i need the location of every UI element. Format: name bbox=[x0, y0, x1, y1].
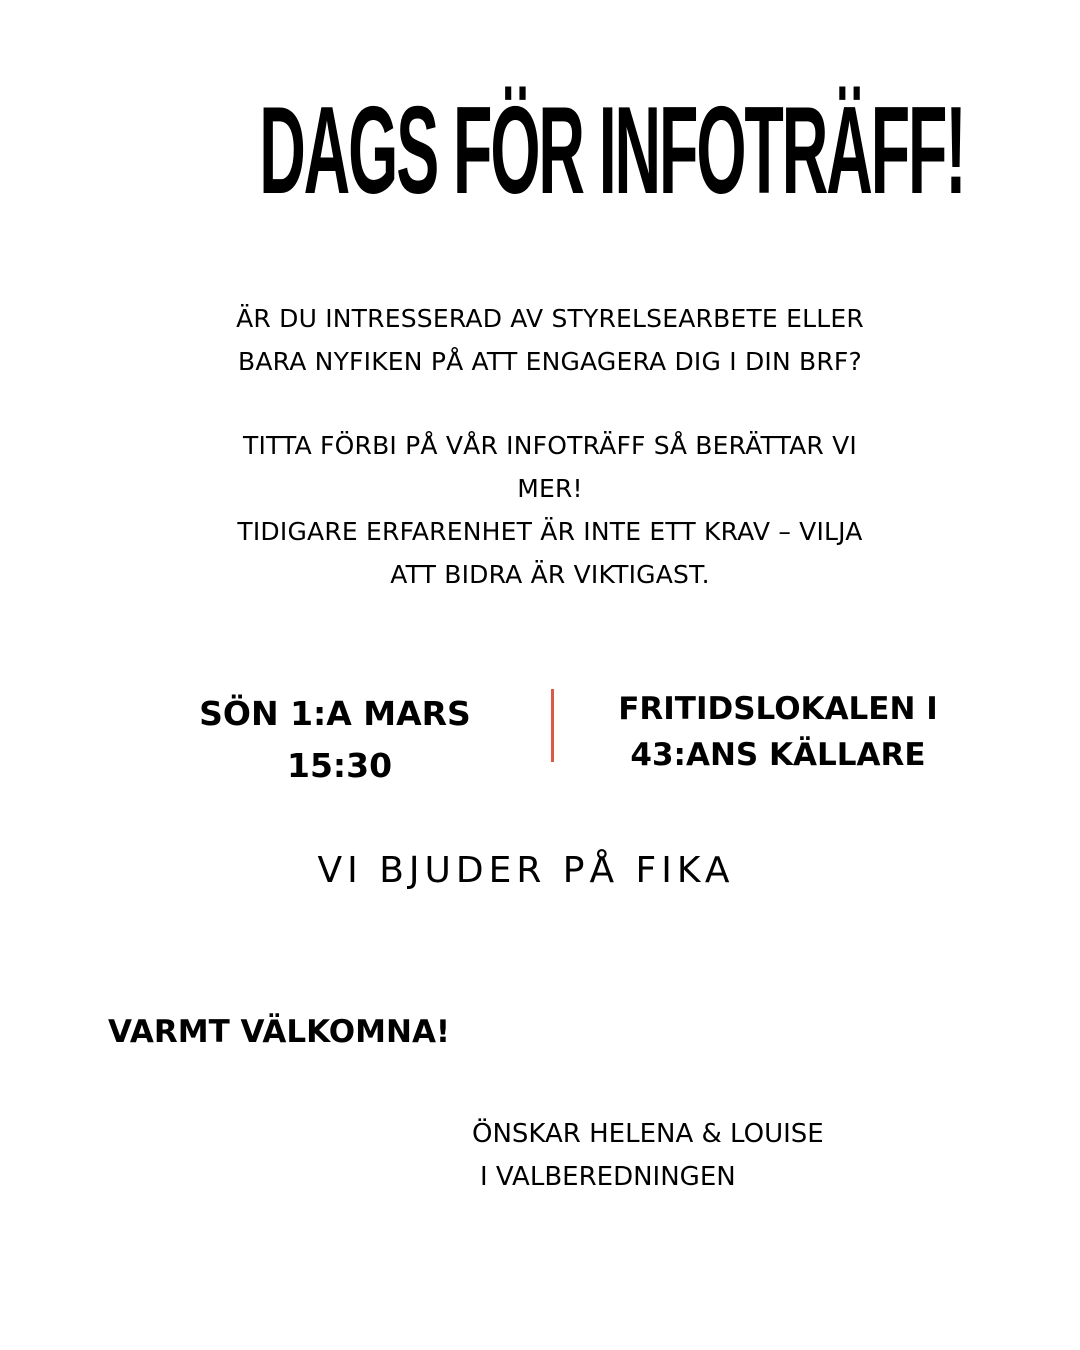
welcome-text: VARMT VÄLKOMNA! bbox=[108, 1014, 451, 1050]
intro-line: TIDIGARE ERFARENHET ÄR INTE ETT KRAV – VILJA bbox=[237, 517, 863, 546]
fika-notice: VI BJUDER PÅ FIKA bbox=[317, 850, 735, 891]
intro-line: ÄR DU INTRESSERAD AV STYRELSEARBETE ELLER bbox=[236, 304, 864, 333]
event-location bbox=[598, 686, 958, 778]
signature-line: I VALBEREDNINGEN bbox=[480, 1162, 736, 1192]
signature-line: ÖNSKAR HELENA & LOUISE bbox=[472, 1119, 824, 1149]
intro-line: ATT BIDRA ÄR VIKTIGAST. bbox=[390, 560, 710, 589]
location-line: 43:ANS KÄLLARE bbox=[630, 737, 926, 773]
intro-invitation bbox=[170, 424, 930, 596]
intro-question bbox=[170, 297, 930, 383]
vertical-divider bbox=[551, 689, 554, 762]
intro-line: TITTA FÖRBI PÅ VÅR INFOTRÄFF SÅ BERÄTTAR VI bbox=[242, 431, 857, 460]
page-title: DAGS FÖR INFOTRÄFF! bbox=[259, 82, 965, 220]
event-date: SÖN 1:A MARS bbox=[199, 694, 471, 733]
event-time: 15:30 bbox=[287, 746, 393, 785]
intro-line: BARA NYFIKEN PÅ ATT ENGAGERA DIG I DIN BRF? bbox=[238, 347, 862, 376]
event-date-time bbox=[175, 688, 495, 792]
signature bbox=[472, 1113, 824, 1199]
location-line: FRITIDSLOKALEN I bbox=[618, 691, 938, 727]
intro-line: MER! bbox=[517, 474, 583, 503]
